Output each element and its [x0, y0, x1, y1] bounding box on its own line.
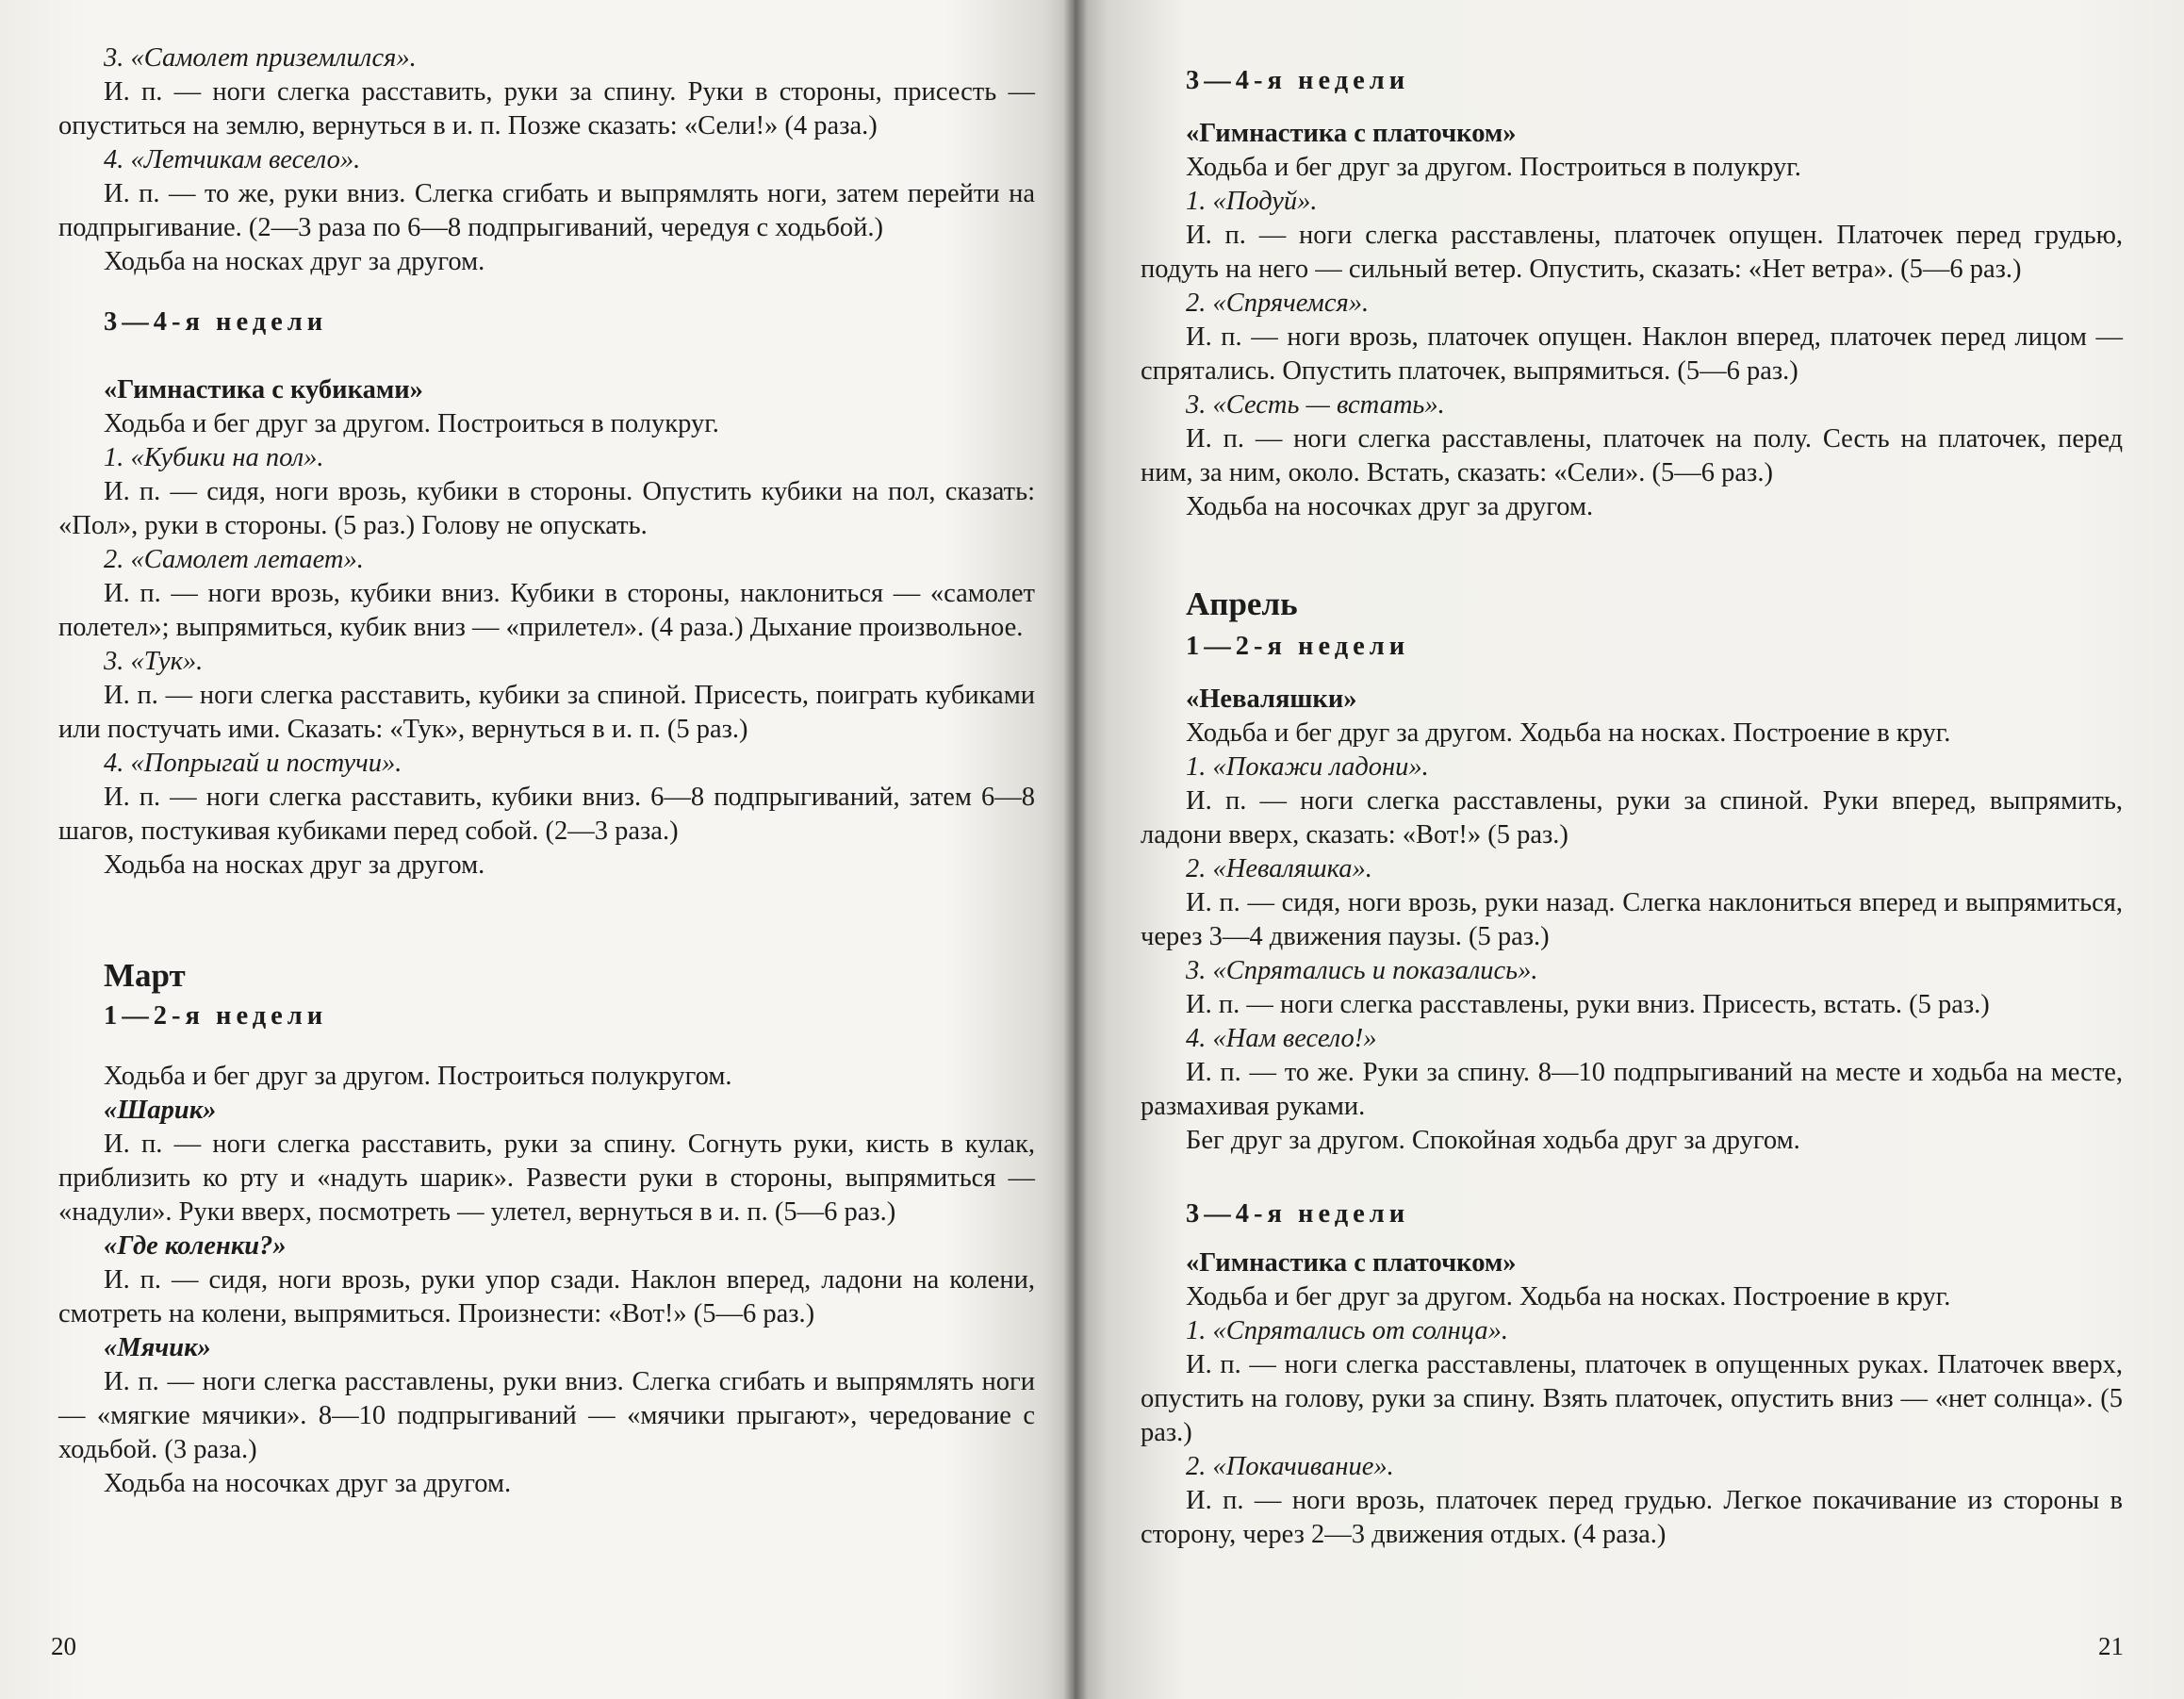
exercise-title: 1. «Подуй».: [1186, 187, 1318, 216]
paragraph: И. п. — ноги слегка расставлены, руки за спиной. Руки вперед, выпрямить, ладони вверх, сказать: «Вот!» (5 раз.): [1141, 786, 2123, 850]
month-heading: Апрель: [1186, 586, 1298, 622]
paragraph: И. п. — ноги слегка расставить, кубики за спиной. Присесть, поиграть кубиками или постучать ими. Сказать: «Тук», вернуться в и. п. (5 раз.): [58, 681, 1035, 744]
paragraph: И. п. — ноги слегка расставить, руки за спину. Руки в стороны, присесть — опуститься на землю, вернуться в и. п. Позже сказать: «Сели!» (4 раза.): [58, 77, 1035, 140]
paragraph: Ходьба и бег друг за другом. Ходьба на носках. Построение в круг.: [1186, 1282, 1951, 1311]
exercise-title: 3. «Сесть — встать».: [1186, 390, 1445, 420]
exercise-title: «Шарик»: [104, 1096, 217, 1125]
section-title: «Гимнастика с платочком»: [1186, 119, 1517, 148]
exercise-title: 4. «Нам весело!»: [1186, 1024, 1377, 1053]
paragraph: И. п. — то же. Руки за спину. 8—10 подпрыгиваний на месте и ходьба на месте, размахивая руками.: [1141, 1058, 2123, 1121]
paragraph: И. п. — ноги слегка расставлены, руки вниз. Присесть, встать. (5 раз.): [1186, 990, 1990, 1019]
paragraph: И. п. — ноги врозь, платочек опущен. Наклон вперед, платочек перед лицом — спрятались. Опустить платочек, выпрямиться. (5—6 раз.): [1141, 322, 2123, 386]
exercise-title: 2. «Самолет летает».: [104, 545, 364, 574]
exercise-title: «Где коленки?»: [104, 1231, 287, 1261]
paragraph: И. п. — ноги слегка расставлены, руки вниз. Слегка сгибать и выпрямлять ноги — «мягкие мячики». 8—10 подпрыгиваний — «мячики прыгают», чередование с ходьбой. (3 раза.): [58, 1367, 1035, 1464]
section-title: «Гимнастика с кубиками»: [104, 375, 423, 404]
paragraph: И. п. — ноги врозь, кубики вниз. Кубики в стороны, наклониться — «самолет полетел»; выпрямиться, кубик вниз — «прилетел». (4 раза.) Дыхание произвольное.: [58, 579, 1035, 642]
paragraph: Бег друг за другом. Спокойная ходьба друг за другом.: [1186, 1126, 1800, 1155]
exercise-title: 3. «Самолет приземлился».: [104, 43, 417, 73]
exercise-title: 4. «Попрыгай и постучи».: [104, 749, 402, 778]
exercise-title: 3. «Тук».: [104, 647, 204, 676]
paragraph: Ходьба на носочках друг за другом.: [104, 1469, 512, 1498]
page-number: 20: [51, 1632, 76, 1660]
paragraph: И. п. — сидя, ноги врозь, руки упор сзади. Наклон вперед, ладони на колени, смотреть на колени, выпрямиться. Произнести: «Вот!» (5—6 раз.): [58, 1265, 1035, 1328]
paragraph: И. п. — сидя, ноги врозь, кубики в стороны. Опустить кубики на пол, сказать: «Пол», руки в стороны. (5 раз.) Голову не опускать.: [58, 477, 1035, 540]
paragraph: И. п. — ноги врозь, платочек перед грудью. Легкое покачивание из стороны в сторону, через 2—3 движения отдых. (4 раза.): [1141, 1486, 2123, 1549]
paragraph: И. п. — сидя, ноги врозь, руки назад. Слегка наклониться вперед и выпрямиться, через 3—4 движения паузы. (5 раз.): [1141, 888, 2123, 951]
right-page: [1075, 0, 2184, 1699]
paragraph: И. п. — ноги слегка расставить, кубики вниз. 6—8 подпрыгиваний, затем 6—8 шагов, постукивая кубиками перед собой. (2—3 раза.): [58, 783, 1035, 846]
right-text-column: [1141, 41, 2123, 1552]
exercise-title: 1. «Кубики на пол».: [104, 443, 324, 472]
book-gutter: [1063, 0, 1088, 1699]
exercise-title: 1. «Спрятались от солнца».: [1186, 1316, 1508, 1345]
exercise-title: 2. «Неваляшка».: [1186, 854, 1372, 883]
exercise-title: 2. «Покачивание».: [1186, 1452, 1394, 1481]
week-heading: 3—4-я недели: [1186, 1199, 1410, 1229]
paragraph: Ходьба на носках друг за другом.: [104, 850, 485, 880]
exercise-title: 1. «Покажи ладони».: [1186, 752, 1429, 782]
paragraph: И. п. — ноги слегка расставлены, платочек в опущенных руках. Платочек вверх, опустить на голову, руки за спину. Взять платочек, опустить вниз — «нет солнца». (5 раз.): [1141, 1350, 2123, 1447]
page-number: 21: [2098, 1632, 2124, 1660]
paragraph: Ходьба и бег друг за другом. Построиться в полукруг.: [104, 409, 719, 438]
left-text-column: [58, 41, 1035, 1501]
paragraph: И. п. — ноги слегка расставлены, платочек на полу. Сесть на платочек, перед ним, за ним, около. Встать, сказать: «Сели». (5—6 раз.): [1141, 424, 2123, 487]
paragraph: И. п. — ноги слегка расставлены, платочек опущен. Платочек перед грудью, подуть на него — сильный ветер. Опустить, сказать: «Нет ветра». (5—6 раз.): [1141, 221, 2123, 284]
paragraph: Ходьба на носочках друг за другом.: [1186, 492, 1594, 521]
week-heading: 3—4-я недели: [104, 307, 328, 337]
left-page: [0, 0, 1075, 1699]
week-heading: 3—4-я недели: [1186, 66, 1410, 95]
paragraph: Ходьба и бег друг за другом. Построиться в полукруг.: [1186, 153, 1801, 182]
exercise-title: 3. «Спрятались и показались».: [1186, 956, 1538, 985]
paragraph: Ходьба и бег друг за другом. Построиться полукругом.: [104, 1062, 732, 1091]
month-heading: Март: [104, 957, 186, 994]
paragraph: И. п. — то же, руки вниз. Слегка сгибать и выпрямлять ноги, затем перейти на подпрыгивание. (2—3 раза по 6—8 подпрыгиваний, чередуя с ходьбой.): [58, 179, 1035, 242]
exercise-title: «Мячик»: [104, 1333, 211, 1362]
section-title: «Неваляшки»: [1186, 685, 1357, 714]
exercise-title: 4. «Летчикам весело».: [104, 145, 361, 174]
paragraph: И. п. — ноги слегка расставить, руки за спину. Согнуть руки, кисть в кулак, приблизить ко рту и «надуть шарик». Развести руки в стороны, выпрямиться — «надули». Руки вверх, посмотреть — улетел, вернуться в и. п. (5—6 раз.): [58, 1130, 1035, 1227]
paragraph: Ходьба на носках друг за другом.: [104, 247, 485, 276]
paragraph: Ходьба и бег друг за другом. Ходьба на носках. Построение в круг.: [1186, 718, 1951, 748]
section-title: «Гимнастика с платочком»: [1186, 1248, 1517, 1278]
week-heading: 1—2-я недели: [104, 1001, 328, 1031]
week-heading: 1—2-я недели: [1186, 632, 1410, 661]
exercise-title: 2. «Спрячемся».: [1186, 289, 1370, 318]
